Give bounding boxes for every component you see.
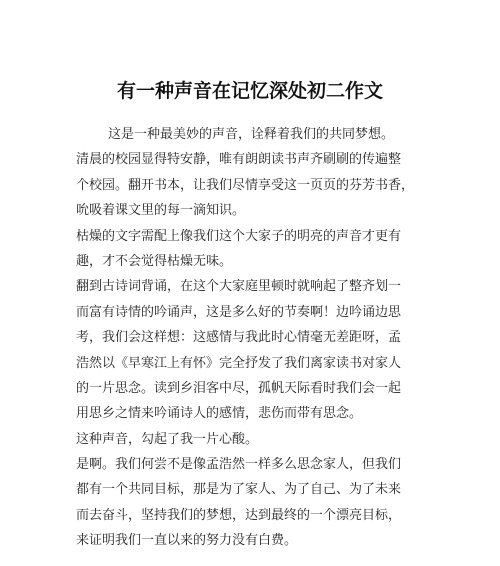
essay-line: 浩然以《早寒江上有怀》完全抒发了我们离家读书对家人 bbox=[76, 355, 402, 371]
essay-line: 翻到古诗词背诵，在这个大家庭里顿时就响起了整齐划一 bbox=[76, 279, 402, 295]
essay-line: 用思乡之情来吟诵诗人的感情，悲伤而带有思念。 bbox=[76, 406, 363, 422]
essay-line: 的一片思念。读到乡泪客中尽，孤帆天际看时我们会一起 bbox=[76, 380, 402, 396]
essay-line: 枯燥的文字需配上像我们这个大家子的明亮的声音才更有 bbox=[76, 228, 402, 244]
essay-line: 都有一个共同目标，那是为了家人、为了自己、为了未来 bbox=[76, 482, 402, 498]
essay-line: 这是一种最美妙的声音，诠释着我们的共同梦想。 bbox=[108, 127, 395, 142]
essay-line: 是啊。我们何尝不是像孟浩然一样多么思念家人，但我们 bbox=[76, 457, 402, 473]
essay-line: 而富有诗情的吟诵声，这是多么好的节奏啊！边吟诵边思 bbox=[76, 304, 402, 320]
essay-line: 考，我们会这样想：这感情与我此时心情毫无差距呀，孟 bbox=[76, 330, 402, 346]
essay-line: 清晨的校园显得特安静，唯有朗朗读书声齐刷刷的传遍整 bbox=[76, 152, 402, 168]
essay-title: 有一种声音在记忆深处初二作文 bbox=[116, 80, 383, 102]
essay-line: 吮吸着课文里的每一滴知识。 bbox=[76, 203, 246, 219]
essay-body bbox=[76, 122, 426, 554]
essay-line: 而去奋斗，坚持我们的梦想，达到最终的一个漂亮目标， bbox=[76, 507, 402, 523]
essay-line: 个校园。翻开书本，让我们尽情享受这一页页的芬芳书香， bbox=[76, 177, 415, 193]
essay-line: 这种声音，勾起了我一片心酸。 bbox=[76, 431, 259, 447]
essay-line: 来证明我们一直以来的努力没有白费。 bbox=[76, 533, 298, 549]
essay-line: 趣，才不会觉得枯燥无味。 bbox=[76, 253, 233, 269]
